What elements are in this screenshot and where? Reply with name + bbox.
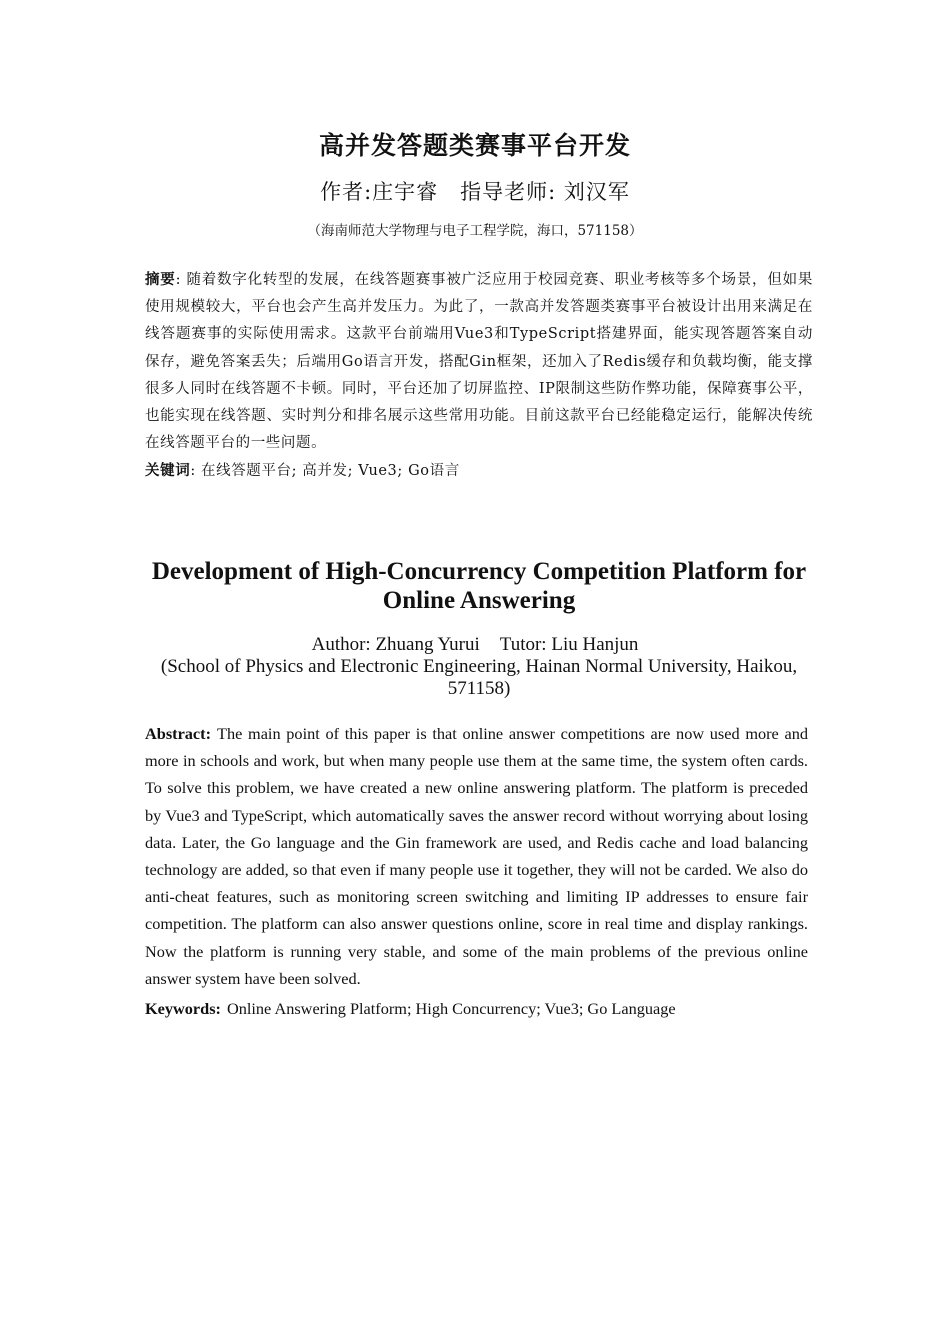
english-author-line (0, 634, 950, 656)
english-affiliation: (School of Physics and Electronic Engineering, Hainan Normal University, Haikou, 571158) (160, 656, 798, 699)
chinese-abstract-text: : 随着数字化转型的发展，在线答题赛事被广泛应用于校园竞赛、职业考核等多个场景，但如果使用规模较大，平台也会产生高并发压力。为此了，一款高并发答题类赛事平台被设计出用来满足在线答题赛事的实际使用需求。这款平台前端用Vue3和TypeScript搭建界面，能实现答题答案自动保存，避免答案丢失；后端用Go语言开发，搭配Gin框架，还加入了Redis缓存和负载均衡，能支撑很多人同时在线答题不卡顿。同时，平台还加了切屏监控、IP限制这些防作弊功能，保障赛事公平，也能实现在线答题、实时判分和排名展示这些常用功能。目前这款平台已经能稳定运行，能解决传统在线答题平台的一些问题。 (145, 272, 813, 452)
english-tutor: Tutor: Liu Hanjun (499, 634, 639, 655)
english-abstract-label: Abstract: (145, 724, 212, 743)
chinese-title: 高并发答题类赛事平台开发 (318, 131, 631, 160)
english-title: Development of High-Concurrency Competition Platform for Online Answering (151, 558, 807, 614)
english-author: Author: Zhuang Yurui (311, 634, 480, 655)
english-keywords-text: Online Answering Platform; High Concurrency; Vue3; Go Language (226, 999, 676, 1018)
chinese-affiliation: （海南师范大学物理与电子工程学院，海口，571158） (307, 223, 643, 239)
english-keywords-label: Keywords: (145, 999, 221, 1018)
english-keywords (145, 995, 808, 1022)
chinese-abstract-label: 摘要 (145, 271, 176, 288)
chinese-keywords-text: : 在线答题平台; 高并发; Vue3; Go语言 (190, 463, 460, 479)
english-abstract (145, 720, 808, 992)
english-abstract-text: The main point of this paper is that online answer competitions are now used more and more in schools and work, but when many people use them at the same time, the system often cards. To solve this problem, we have created a new online answering platform. The platform is preceded by Vue3 and TypeScript, which automatically saves the answer record without worrying about losing data. Later, the Go language and the Gin framework are used, and Redis cache and load balancing technology are added, so that even if many people use it together, they will not be carded. We also do anti-cheat features, such as monitoring screen switching and limiting IP addresses to ensure fair competition. The platform can also answer questions online, score in real time and display rankings. Now the platform is running very stable, and some of the main problems of the previous online answer system have been solved. (145, 724, 808, 988)
chinese-author-line (0, 176, 950, 206)
chinese-keywords-label: 关键词 (145, 462, 191, 479)
chinese-keywords (145, 457, 813, 485)
chinese-tutor: 指导老师: 刘汉军 (460, 180, 630, 204)
chinese-abstract (145, 266, 813, 457)
chinese-author: 作者:庄宇睿 (320, 180, 439, 204)
